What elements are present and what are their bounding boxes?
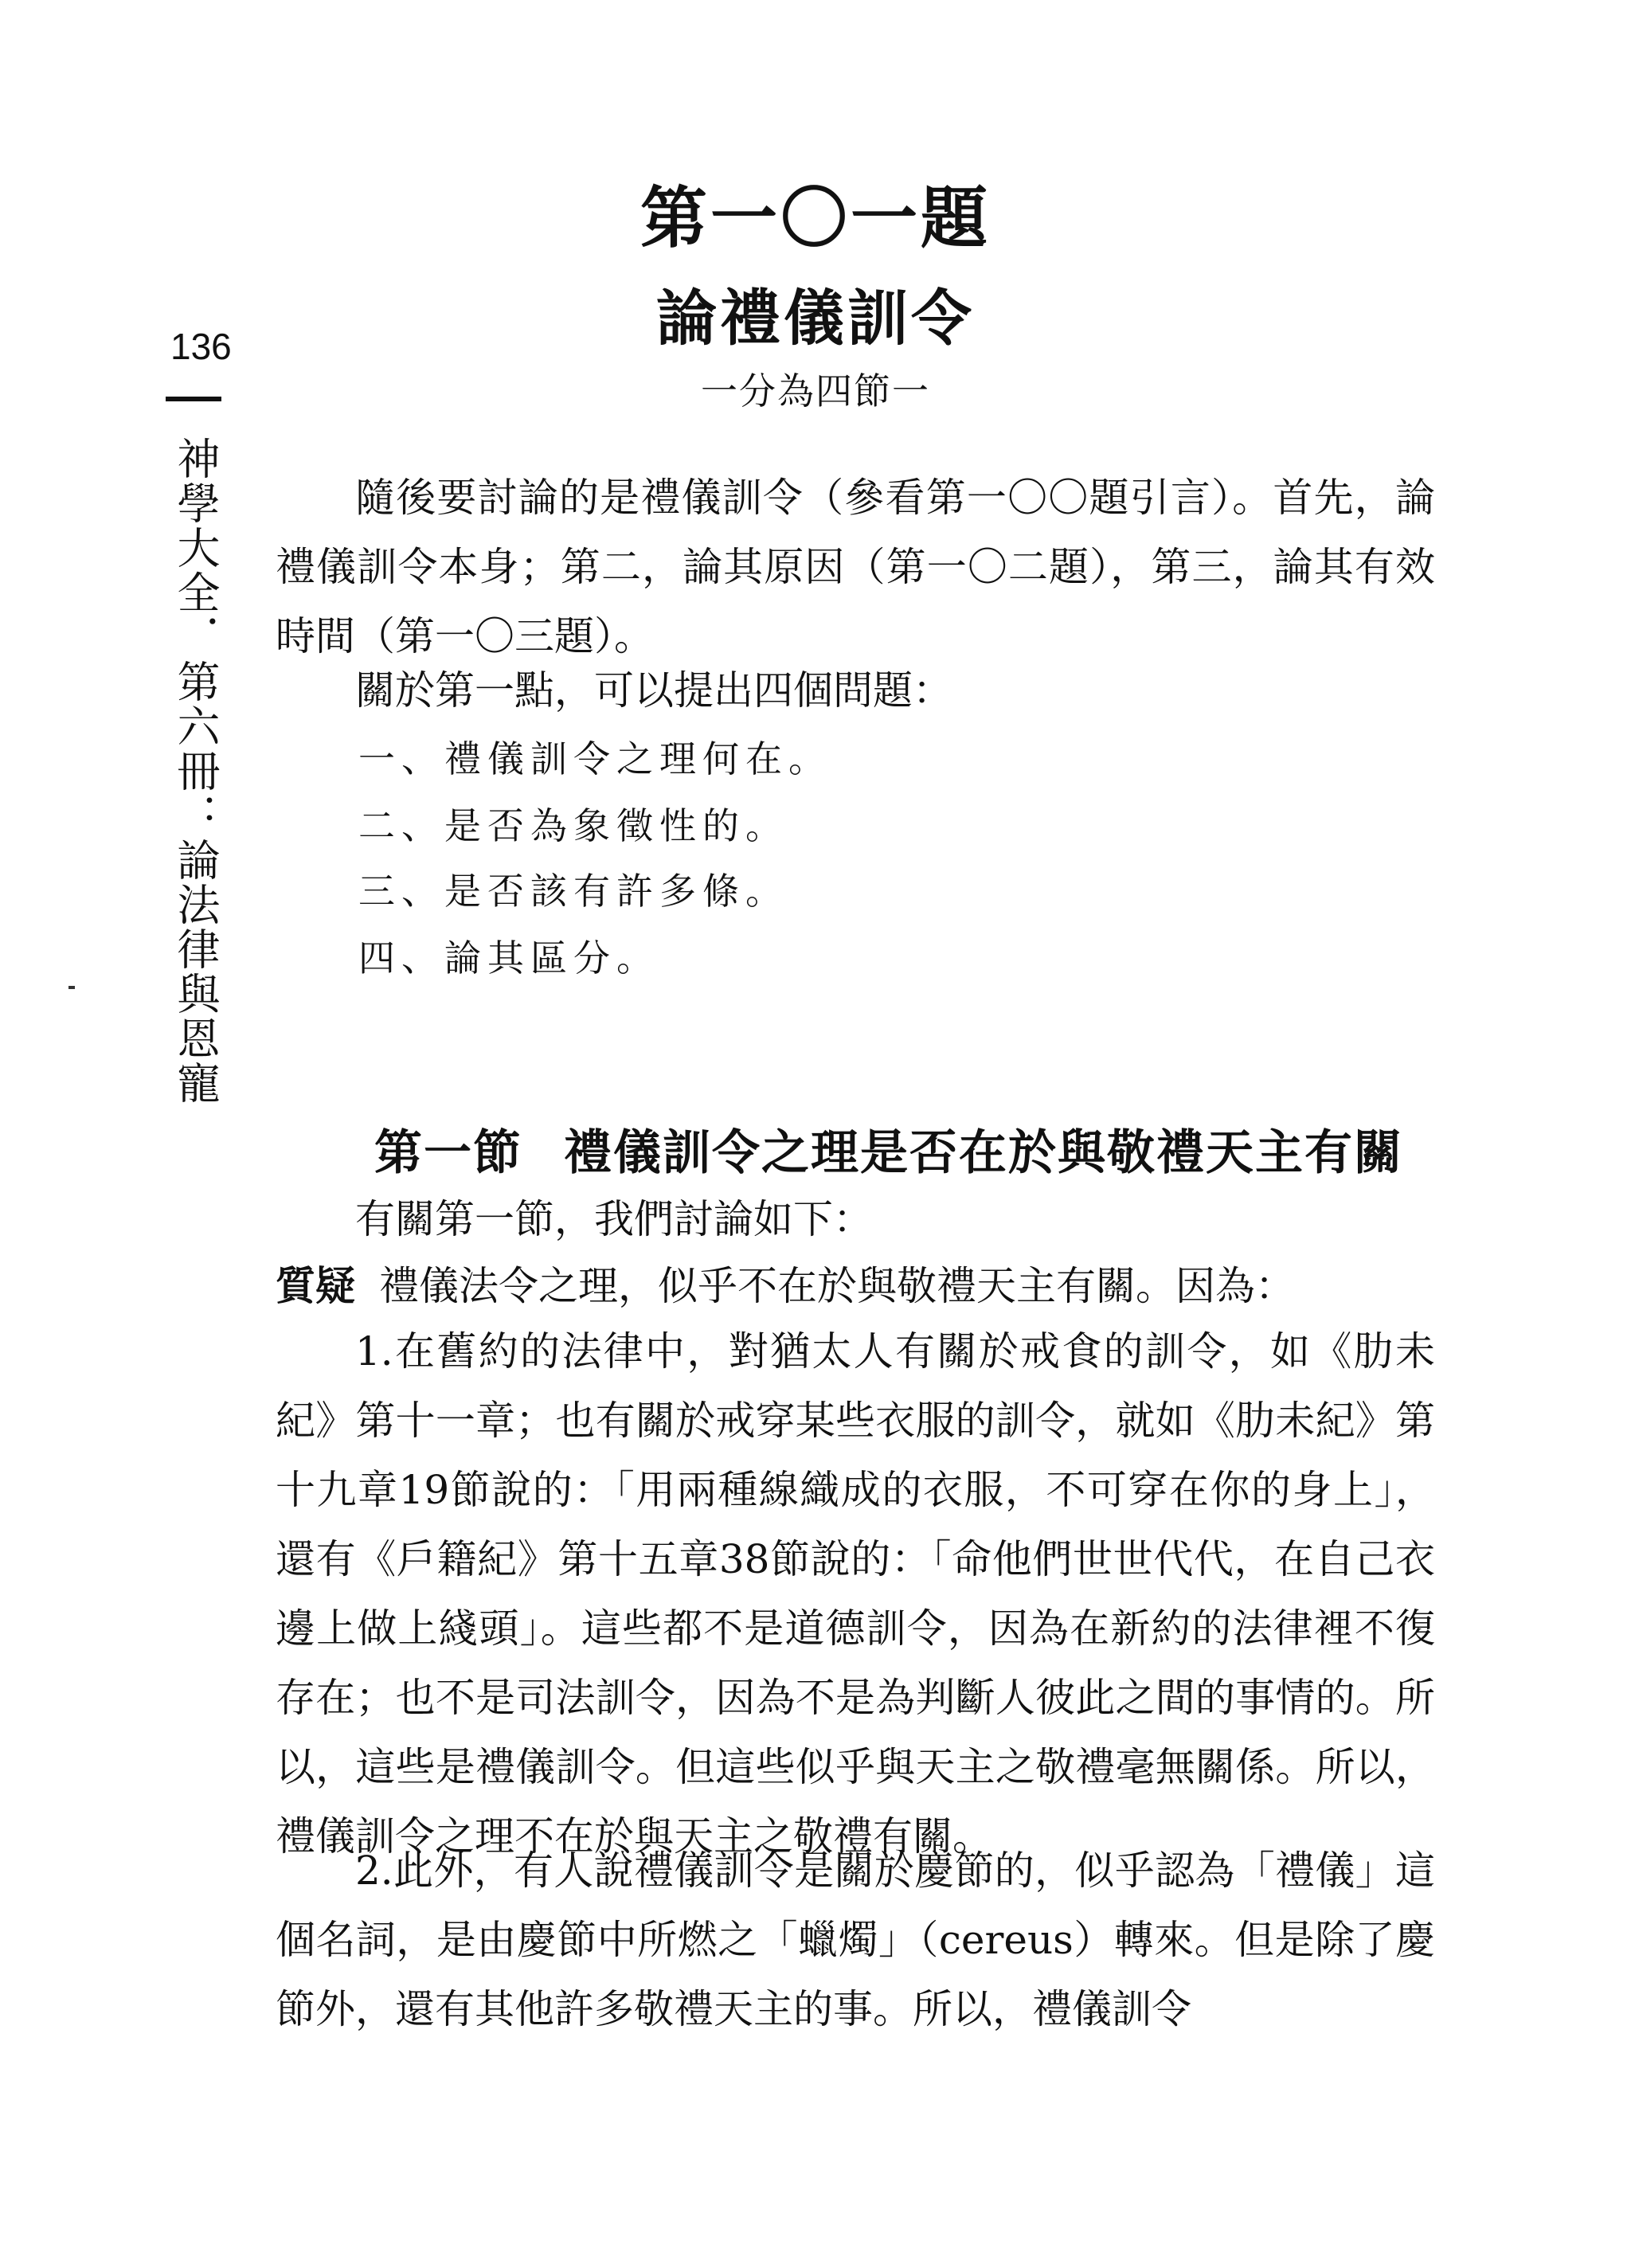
section-title: 禮儀訓令之理是否在於與敬禮天主有關 [564, 1125, 1403, 1181]
question-subtitle: 一分為四節一 [701, 370, 930, 413]
intro-paragraph: 隨後要討論的是禮儀訓令（參看第一〇〇題引言）。首先，論禮儀訓令本身；第二，論其原因（第一〇二題），第三，論其有效時間（第一〇三題）。 [276, 475, 1435, 659]
scan-speck [68, 986, 75, 989]
objection-text: 禮儀法令之理，似乎不在於與敬禮天主有關。因為： [379, 1263, 1295, 1309]
questions-intro: 關於第一點，可以提出四個問題： [355, 667, 952, 714]
question-item: 三、是否該有許多條。 [358, 870, 788, 913]
question-item: 二、是否為象徵性的。 [358, 804, 788, 847]
question-item: 四、論其區分。 [358, 937, 659, 980]
section-heading [374, 1125, 1403, 1181]
section-label: 第一節 [374, 1125, 522, 1181]
running-head-vertical: 神學大全．第六冊：論法律與恩寵 [170, 436, 221, 1105]
section-intro: 有關第一節，我們討論如下： [355, 1196, 873, 1242]
objection-point-2: 2.此外，有人說禮儀訓令是關於慶節的，似乎認為「禮儀」這個名詞，是由慶節中所燃之「蠟燭」（cereus）轉來。但是除了慶節外，還有其他許多敬禮天主的事。所以，禮儀訓令 [276, 1848, 1435, 2032]
question-number-title: 第一〇一題 [639, 178, 991, 257]
objection-point-1: 1.在舊約的法律中，對猶太人有關於戒食的訓令，如《肋未紀》第十一章；也有關於戒穿某些衣服的訓令，就如《肋未紀》第十九章19節說的：「用兩種線織成的衣服，不可穿在你的身上」，還有《戶籍紀》第十五章38節說的：「命他們世世代代，在自己衣邊上做上綫頭」。這些都不是道德訓令，因為在新約的法律裡不復存在；也不是司法訓令，因為不是為判斷人彼此之間的事情的。所以，這些是禮儀訓令。但這些似乎與天主之敬禮毫無關係。所以，禮儀訓令之理不在於與天主之敬禮有關。 [276, 1328, 1435, 1859]
question-title: 論禮儀訓令 [656, 283, 975, 354]
question-item: 一、禮儀訓令之理何在。 [358, 737, 831, 780]
objection-line [276, 1263, 1435, 1309]
page-number: 136 [170, 326, 232, 367]
objection-label: 質疑 [276, 1263, 355, 1309]
